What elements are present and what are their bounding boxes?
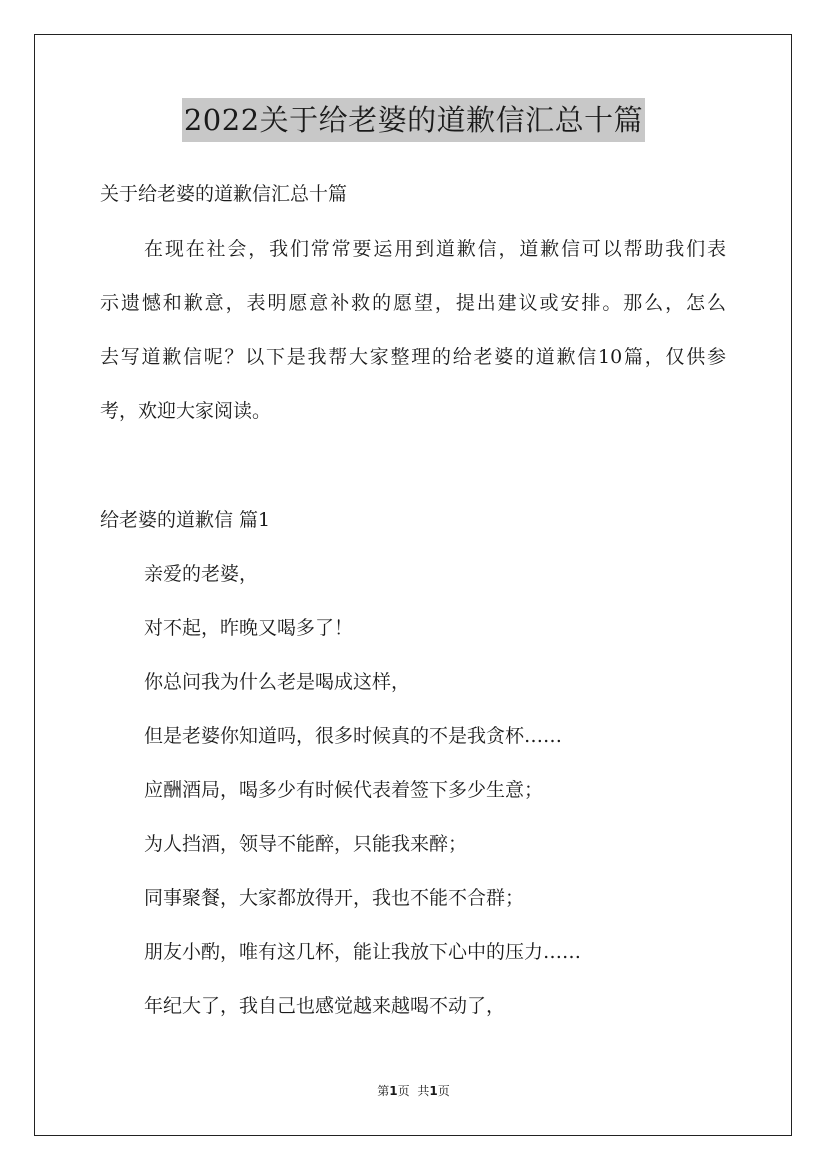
document-title-text: 2022关于给老婆的道歉信汇总十篇 [182,98,645,142]
footer-total-prefix: 共 [417,1084,430,1098]
letter-line-7: 同事聚餐，大家都放得开，我也不能不合群； [144,887,525,909]
letter-line-3: 你总问我为什么老是喝成这样， [144,671,411,693]
letter-line-5: 应酬酒局，喝多少有时候代表着签下多少生意； [144,779,544,801]
footer-total-number: 1 [429,1084,438,1098]
document-subtitle: 关于给老婆的道歉信汇总十篇 [100,183,348,205]
letter-line-1: 亲爱的老婆， [144,563,259,585]
letter-line-9: 年纪大了，我自己也感觉越来越喝不动了， [144,995,506,1017]
intro-line-4: 考，欢迎大家阅读。 [100,400,272,422]
document-title [0,98,827,142]
letter-line-8: 朋友小酌，唯有这几杯，能让我放下心中的压力…… [144,941,582,963]
footer-prefix: 第 [377,1084,390,1098]
footer-page-suffix: 页 [397,1084,410,1098]
intro-line-1: 在现在社会，我们常常要运用到道歉信，道歉信可以帮助我们表 [144,238,726,260]
letter-line-4: 但是老婆你知道吗，很多时候真的不是我贪杯…… [144,725,563,747]
intro-line-2: 示遗憾和歉意，表明愿意补救的愿望，提出建议或安排。那么，怎么 [100,292,726,314]
intro-line-3: 去写道歉信呢？以下是我帮大家整理的给老婆的道歉信10篇，仅供参 [100,346,726,368]
page-footer [0,1083,827,1099]
letter-line-2: 对不起，昨晚又喝多了！ [144,617,354,639]
letter-line-6: 为人挡酒，领导不能醉，只能我来醉； [144,833,468,855]
section-heading: 给老婆的道歉信 篇1 [100,509,271,531]
footer-page-number: 1 [389,1084,398,1098]
footer-total-suffix: 页 [437,1084,450,1098]
